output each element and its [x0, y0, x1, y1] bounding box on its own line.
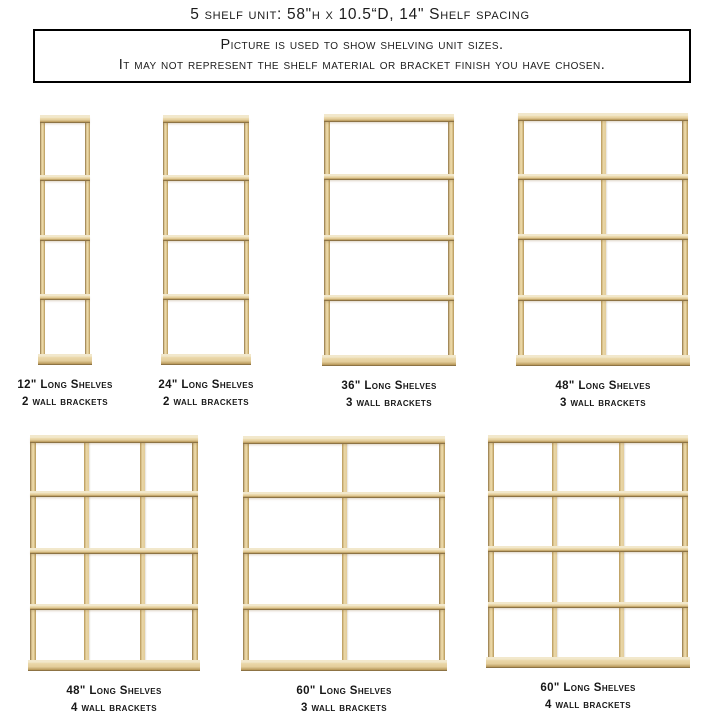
middle-shelf	[243, 492, 445, 498]
middle-shelf	[40, 175, 90, 181]
bottom-base-shelf	[28, 660, 200, 671]
top-shelf	[243, 436, 445, 444]
shelf-unit-36in-3-brackets	[324, 114, 454, 366]
middle-shelf	[518, 295, 688, 301]
unit-size-label: 36" Long Shelves	[341, 380, 437, 392]
middle-shelf	[488, 491, 688, 497]
unit-brackets-label: 3 wall brackets	[301, 702, 387, 715]
unit-size-label: 60" Long Shelves	[296, 685, 392, 697]
unit-brackets-label: 4 wall brackets	[545, 699, 631, 712]
top-shelf	[324, 114, 454, 122]
bottom-base-shelf	[161, 354, 251, 365]
bottom-base-shelf	[516, 355, 690, 366]
notice-line-1: Picture is used to show shelving unit sizes.	[220, 37, 504, 53]
bottom-base-shelf	[241, 660, 447, 671]
middle-shelf	[40, 235, 90, 241]
middle-shelf	[488, 602, 688, 608]
top-shelf	[488, 435, 688, 443]
unit-brackets-label: 4 wall brackets	[71, 702, 157, 715]
middle-shelf	[243, 604, 445, 610]
middle-shelf	[30, 548, 198, 554]
top-shelf	[163, 115, 249, 123]
unit-brackets-label: 3 wall brackets	[560, 397, 646, 410]
shelf-unit-60in-4-brackets-label	[540, 680, 635, 715]
unit-size-label: 24" Long Shelves	[158, 379, 254, 391]
shelf-unit-48in-4-brackets	[30, 435, 198, 671]
middle-shelf	[324, 174, 454, 180]
shelf-unit-36in-3-brackets-label	[341, 378, 436, 413]
shelf-unit-12in-2-brackets	[40, 115, 90, 365]
notice-line-2: It may not represent the shelf material or bracket finish you have chosen.	[118, 57, 606, 73]
middle-shelf	[324, 295, 454, 301]
shelf-unit-12in-2-brackets-label	[17, 377, 112, 412]
middle-shelf	[163, 175, 249, 181]
shelf-unit-48in-4-brackets-label	[66, 683, 161, 718]
middle-shelf	[488, 546, 688, 552]
shelf-unit-48in-3-brackets-label	[555, 378, 650, 413]
middle-shelf	[324, 235, 454, 241]
top-shelf	[518, 113, 688, 121]
unit-size-label: 48" Long Shelves	[555, 380, 651, 392]
unit-size-label: 48" Long Shelves	[66, 685, 162, 697]
middle-shelf	[243, 548, 445, 554]
unit-size-label: 60" Long Shelves	[540, 682, 636, 694]
bottom-base-shelf	[322, 355, 456, 366]
shelf-unit-24in-2-brackets-label	[158, 377, 253, 412]
middle-shelf	[163, 294, 249, 300]
top-shelf	[40, 115, 90, 123]
top-shelf	[30, 435, 198, 443]
bottom-base-shelf	[38, 354, 92, 365]
shelf-unit-60in-3-brackets-label	[296, 683, 391, 718]
shelf-unit-24in-2-brackets	[163, 115, 249, 365]
middle-shelf	[518, 174, 688, 180]
middle-shelf	[163, 235, 249, 241]
shelf-unit-60in-4-brackets	[488, 435, 688, 668]
unit-brackets-label: 3 wall brackets	[346, 397, 432, 410]
shelf-unit-48in-3-brackets	[518, 113, 688, 366]
middle-shelf	[30, 491, 198, 497]
middle-shelf	[30, 604, 198, 610]
unit-brackets-label: 2 wall brackets	[163, 396, 249, 409]
shelf-unit-60in-3-brackets	[243, 436, 445, 671]
bottom-base-shelf	[486, 657, 690, 668]
page-title: 5 shelf unit: 58"h x 10.5“D, 14" Shelf spacing	[190, 6, 530, 23]
middle-shelf	[518, 234, 688, 240]
middle-shelf	[40, 294, 90, 300]
unit-size-label: 12" Long Shelves	[17, 379, 113, 391]
unit-brackets-label: 2 wall brackets	[22, 396, 108, 409]
